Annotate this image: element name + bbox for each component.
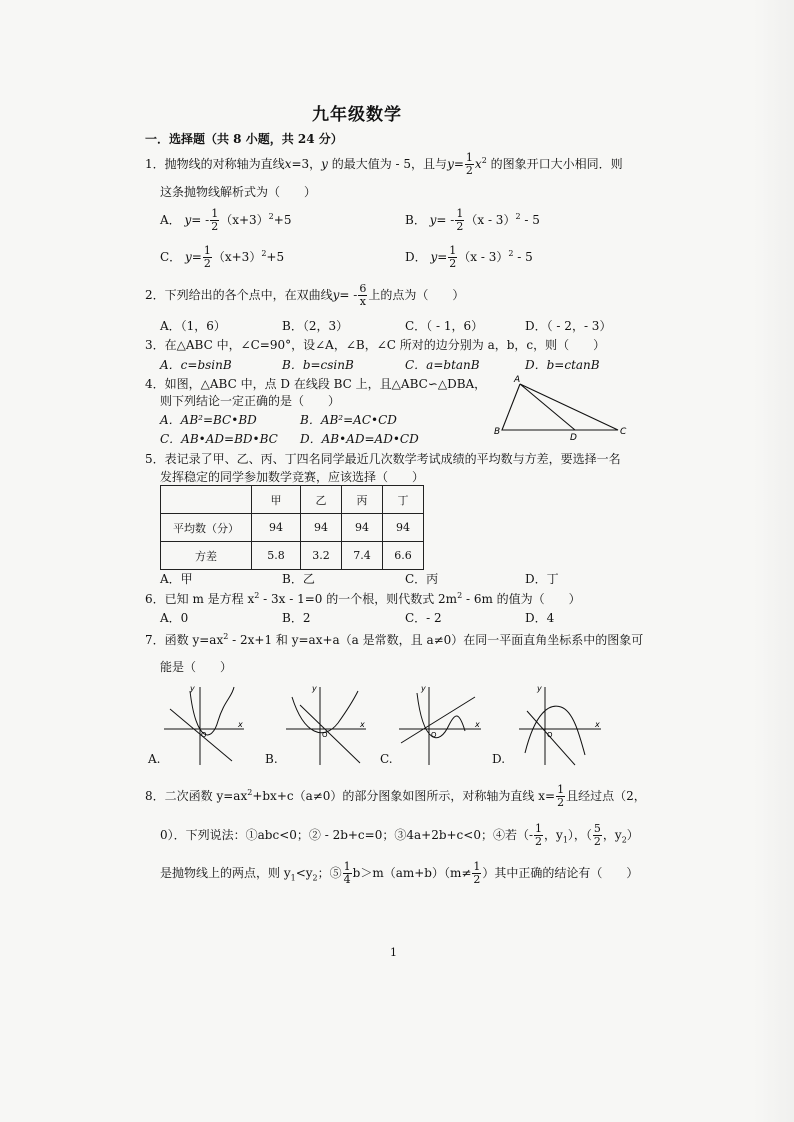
question-8-line-2: 0）．下列说法：①abc<0；② - 2b+c=0；③4a+2b+c<0；④若（- $\frac{1}{2}$ ，$y_1$），（ $\frac{5}{2}$ ，$y_2$） bbox=[160, 822, 639, 848]
vertex-label-b: B bbox=[494, 427, 501, 437]
scores-table bbox=[160, 485, 424, 570]
table-cell: 3.2 bbox=[301, 542, 342, 570]
origin-label: O bbox=[322, 731, 328, 739]
section-heading: 一．选择题（共 8 小题，共 24 分） bbox=[145, 132, 343, 146]
graph-b-label: B. bbox=[265, 752, 278, 766]
table-cell: 94 bbox=[383, 514, 424, 542]
question-5-option-d: D．丁 bbox=[525, 572, 559, 586]
origin-label: O bbox=[547, 731, 553, 739]
question-1-option-d: D． y= $\frac{1}{2}$ （x - 3）$^2$ - 5 bbox=[405, 244, 533, 270]
graph-d bbox=[515, 683, 605, 768]
question-3-option-c: C．a=btanB bbox=[405, 358, 480, 372]
vertex-label-a: A bbox=[514, 375, 521, 385]
question-1-line-2: 这条抛物线解析式为（ ） bbox=[160, 185, 317, 199]
graph-d-label: D. bbox=[492, 752, 506, 766]
table-cell: 方差 bbox=[161, 542, 252, 570]
question-5-option-b: B．乙 bbox=[282, 572, 315, 586]
question-2-option-a: A．（1，6） bbox=[160, 319, 226, 333]
question-4-line-2: 则下列结论一定正确的是（ ） bbox=[160, 394, 341, 408]
question-6-option-c: C．- 2 bbox=[405, 611, 442, 625]
question-2-option-d: D．（ - 2，- 3） bbox=[525, 319, 612, 333]
axis-x-label: x bbox=[475, 720, 480, 729]
question-3-option-b: B．b=csinB bbox=[282, 358, 354, 372]
axis-x-label: x bbox=[238, 720, 243, 729]
table-header-cell: 甲 bbox=[252, 486, 301, 514]
graph-b bbox=[282, 683, 370, 768]
origin-label: O bbox=[431, 731, 437, 739]
page-title: 九年级数学 bbox=[312, 105, 402, 125]
question-5-option-a: A．甲 bbox=[160, 572, 193, 586]
scan-edge-shadow bbox=[754, 0, 794, 1122]
vertex-label-c: C bbox=[620, 427, 627, 437]
question-7-line-1: 7．函数 $y=ax^2 - 2x+1$ 和 y=ax+a（a 是常数，且 a≠0）在同一平面直角坐标系中的图象可 bbox=[145, 632, 644, 647]
question-1-option-a: A． y= - $\frac{1}{2}$ $(x+3)^2+5$ bbox=[160, 207, 292, 233]
vertex-label-d: D bbox=[570, 433, 577, 442]
table-cell: 6.6 bbox=[383, 542, 424, 570]
question-6-option-a: A．0 bbox=[160, 611, 189, 625]
graph-c-label: C. bbox=[380, 752, 393, 766]
table-row bbox=[161, 514, 424, 542]
origin-label: O bbox=[201, 731, 207, 739]
graph-a-label: A. bbox=[148, 752, 161, 766]
table-row bbox=[161, 542, 424, 570]
question-2-stem: 2．下列给出的各个点中，在双曲线y= - $\frac{6}{x}$ 上的点为（ ） bbox=[145, 282, 465, 308]
question-7-line-2: 能是（ ） bbox=[160, 660, 233, 674]
question-5-line-2: 发挥稳定的同学参加数学竞赛，应该选择（ ） bbox=[160, 470, 425, 484]
axis-x-label: x bbox=[360, 720, 365, 729]
table-header-row bbox=[161, 486, 424, 514]
question-3-option-d: D．b=ctanB bbox=[525, 358, 600, 372]
question-6-option-b: B．2 bbox=[282, 611, 311, 625]
question-1-line-1: 1．抛物线的对称轴为直线x=3，y 的最大值为 - 5，且与y= $\frac{1}{2}$ $x^2$ 的图象开口大小相同．则 bbox=[145, 151, 623, 177]
question-4-option-c: C．AB•AD=BD•BC bbox=[160, 432, 278, 446]
question-4-option-d: D．AB•AD=AD•CD bbox=[300, 432, 419, 446]
triangle-figure bbox=[490, 372, 630, 442]
table-cell: 平均数（分） bbox=[161, 514, 252, 542]
table-header-cell: 丁 bbox=[383, 486, 424, 514]
axis-y-label: y bbox=[421, 684, 426, 693]
table-cell: 94 bbox=[301, 514, 342, 542]
question-5-option-c: C．丙 bbox=[405, 572, 439, 586]
graph-c bbox=[395, 683, 485, 768]
question-8-line-3: 是抛物线上的两点，则 $y_1<y_2$；⑤ $\frac{1}{4}$ b＞m（am+b）（m≠ $\frac{1}{2}$ ）其中正确的结论有（ ） bbox=[160, 860, 639, 886]
question-2-option-b: B．（2，3） bbox=[282, 319, 349, 333]
question-1-option-c: C． y= $\frac{1}{2}$ $(x+3)^2+5$ bbox=[160, 244, 285, 270]
page-number: 1 bbox=[390, 946, 397, 959]
table-header-cell: 丙 bbox=[342, 486, 383, 514]
question-6-stem: 6．已知 m 是方程 $x^2 - 3x - 1=0$ 的一个根，则代数式 $2m^2 - 6m$ 的值为（ ） bbox=[145, 591, 581, 606]
table-cell: 94 bbox=[252, 514, 301, 542]
table-cell: 5.8 bbox=[252, 542, 301, 570]
question-2-option-c: C．（ - 1，6） bbox=[405, 319, 484, 333]
question-3-option-a: A．c=bsinB bbox=[160, 358, 232, 372]
question-4-option-b: B．AB²=AC•CD bbox=[300, 413, 397, 427]
table-header-cell: 乙 bbox=[301, 486, 342, 514]
axis-x-label: x bbox=[595, 720, 600, 729]
axis-y-label: y bbox=[537, 684, 542, 693]
table-cell: 94 bbox=[342, 514, 383, 542]
question-5-line-1: 5．表记录了甲、乙、丙、丁四名同学最近几次数学考试成绩的平均数与方差，要选择一名 bbox=[145, 452, 621, 466]
question-1-option-b: B． y= - $\frac{1}{2}$ （x - 3）$^2$ - 5 bbox=[405, 207, 540, 233]
question-4-option-a: A．AB²=BC•BD bbox=[160, 413, 257, 427]
question-6-option-d: D．4 bbox=[525, 611, 555, 625]
question-8-line-1: 8．二次函数 $y=ax^2+bx+c(a\ne 0)$的部分图象如图所示，对称轴为直线 x= $\frac{1}{2}$ 且经过点（2， bbox=[145, 783, 646, 809]
graph-a bbox=[160, 683, 248, 768]
question-3-stem: 3．在△ABC 中，∠C=90°，设∠A，∠B，∠C 所对的边分别为 a，b，c，则（ ） bbox=[145, 338, 606, 352]
table-cell: 7.4 bbox=[342, 542, 383, 570]
table-header-cell bbox=[161, 486, 252, 514]
question-4-line-1: 4．如图，△ABC 中，点 D 在线段 BC 上，且△ABC∽△DBA， bbox=[145, 377, 487, 391]
axis-y-label: y bbox=[312, 684, 317, 693]
axis-y-label: y bbox=[190, 684, 195, 693]
